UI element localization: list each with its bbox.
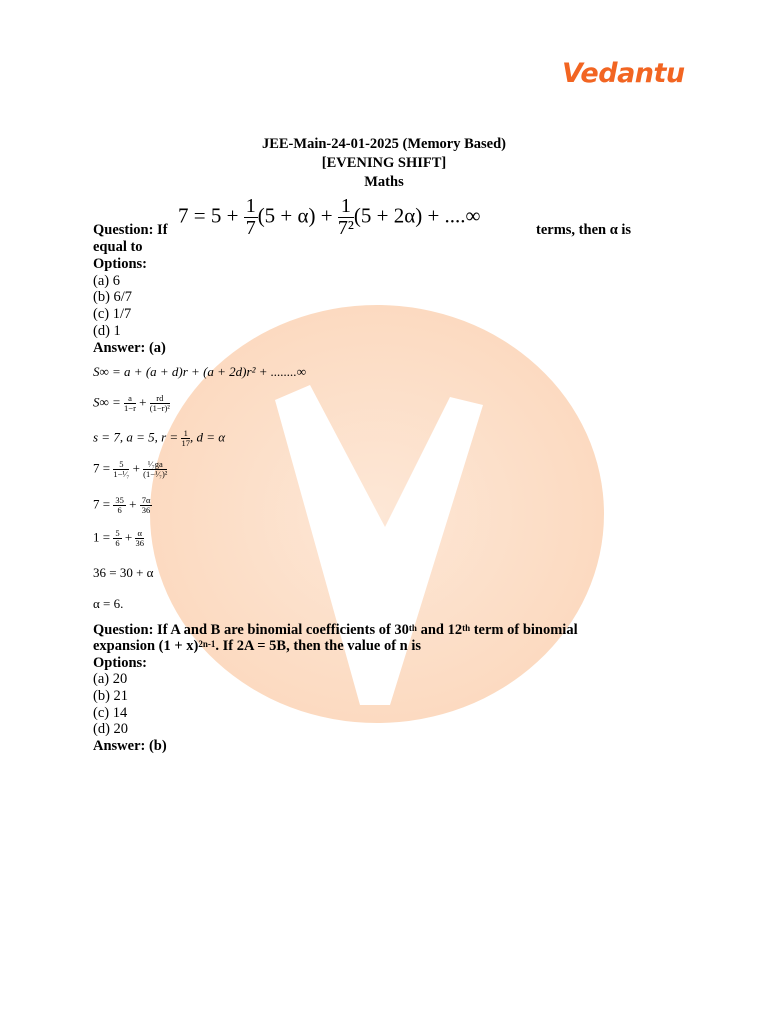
q1-prefix: Question: If (93, 222, 168, 238)
subject-label: Maths (364, 174, 404, 190)
q1-line2: equal to (93, 239, 143, 255)
shift-label: [EVENING SHIFT] (321, 155, 447, 171)
solution-step: 1 = $\frac{5}{6}$ + $\frac{\alpha}{36}$ (93, 528, 144, 548)
q2-line1: Question: If A and B are binomial coefficients of 30th and 12th term of binomial (93, 622, 578, 638)
q1-option: (a) 6 (93, 273, 120, 289)
solution-step: 7 = $\frac{5}{\text{1−¹⁄₇}}$ + $\frac{\text{¹⁄₇ga}}{\text{(1−¹⁄₇)²}}$ (93, 459, 168, 479)
solution-step: S∞ = $\frac{a}{1-r}$ + $\frac{rd}{\text{(1−r)²}}$ (93, 393, 170, 413)
q1-answer: Answer: (a) (93, 340, 166, 356)
q1-option: (c) 1/7 (93, 306, 132, 322)
doc-title: JEE-Main-24-01-2025 (Memory Based) (261, 136, 507, 152)
q1-options-label: Options: (93, 256, 147, 272)
solution-step: α = 6. (93, 596, 124, 611)
q1-suffix: terms, then α is (536, 222, 632, 238)
q1-option: (d) 1 (93, 323, 121, 339)
solution-step: 36 = 30 + α (93, 565, 154, 580)
q2-option: (c) 14 (93, 705, 128, 721)
solution-step: 7 = $\frac{35}{6}$ + $\frac{7\alpha}{36}$ (93, 495, 151, 515)
vedantu-logo: Vedantu (562, 58, 685, 89)
q2-option: (a) 20 (93, 671, 128, 687)
q2-option: (b) 21 (93, 688, 129, 704)
q2-option: (d) 20 (93, 721, 129, 737)
q2-answer: Answer: (b) (93, 738, 167, 754)
q2-line2: expansion $(1 + x)^{2n-1}$. If 2A = 5B, then the value of n is (93, 638, 422, 654)
q1-equation: 7 = 5 + $\frac{1}{7}$ (5 + α) + $\frac{1}{\text{7²}}$ (5 + 2α) + ....∞ (178, 195, 481, 239)
solution-step: s = 7, a = 5, r = $\frac{1}{17}$ , d = α (93, 428, 226, 448)
q1-option: (b) 6/7 (93, 289, 133, 305)
solution-step: S∞ = a + (a + d)r + (a + 2d)r² + ........∞ (93, 364, 307, 379)
q2-options-label: Options: (93, 655, 147, 671)
